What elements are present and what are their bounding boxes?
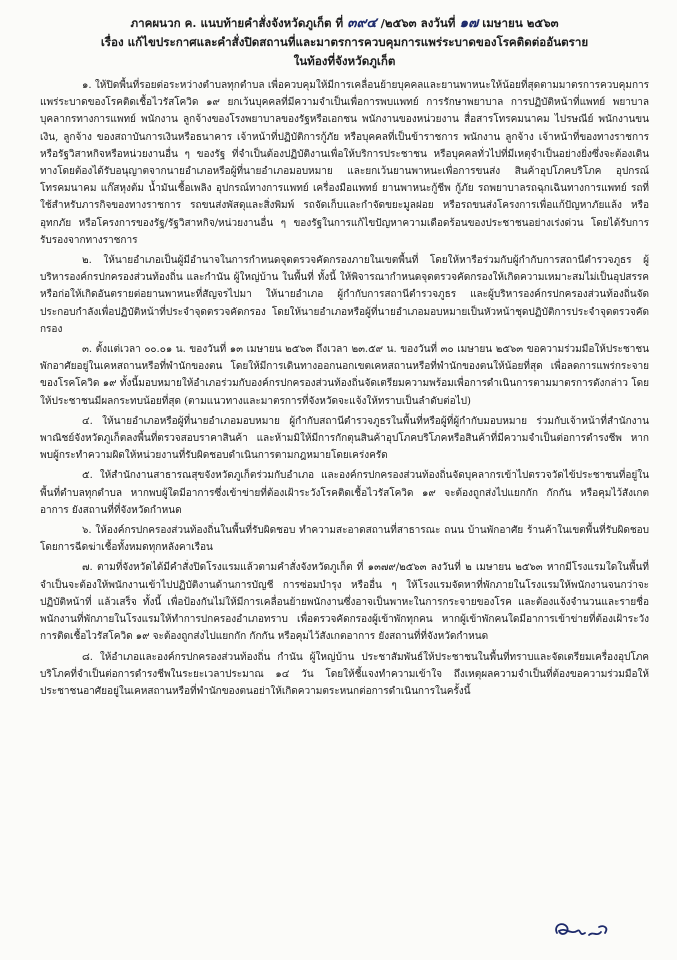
paragraph-8: ๘. ให้อำเภอและองค์กรปกครองส่วนท้องถิ่น กำนัน ผู้ใหญ่บ้าน ประชาสัมพันธ์ให้ประชาชนในพื้นที่ทราบและจัดเตรียมเครื่องอุปโภคบริโภคที่จำเป็นต่อการดำรงชีพในระยะเวลาประมาณ ๑๔ วัน โดยให้ชี้แจงทำความเข้าใจ ถึงเหตุผลความจำเป็นที่ต้องขอความร่วมมือให้ประชาชนอาศัยอยู่ในเคหสถานหรือที่พำนักของตนอย่าให้เกิดความตระหนกต่อการดำเนินการในครั้งนี้ bbox=[40, 651, 649, 697]
paragraph-3: ๓. ตั้งแต่เวลา ๐๐.๐๑ น. ของวันที่ ๑๓ เมษายน ๒๕๖๓ ถึงเวลา ๒๓.๕๙ น. ของวันที่ ๓๐ เมษายน ๒๕๖๓ ขอความร่วมมือให้ประชาชนพักอาศัยอยู่ในเคหสถานหรือที่พำนักของตน โดยให้มีการเดินทางออกนอกเขตเคหสถานหรือที่พำนักของตนให้น้อยที่สุด เพื่อลดการแพร่กระจายของโรคโควิด ๑๙ ทั้งนี้มอบหมายให้อำเภอร่วมกับองค์กรปกครองส่วนท้องถิ่นจัดเตรียมความพร้อมเพื่อการดำเนินการตามมาตรการดังกล่าว โดยให้ประชาชนมีผลกระทบน้อยที่สุด (ตามแนวทางและมาตรการที่จังหวัดจะแจ้งให้ทราบเป็นลำดับต่อไป) bbox=[40, 344, 649, 407]
paragraph-2: ๒. ให้นายอำเภอเป็นผู้มีอำนาจในการกำหนดจุดตรวจคัดกรองภายในเขตพื้นที่ โดยให้หารือร่วมกับผู้กำกับการสถานีตำรวจภูธร ผู้บริหารองค์กรปกครองส่วนท้องถิ่น และกำนัน ผู้ใหญ่บ้าน ในพื้นที่ ทั้งนี้ ให้พิจารณากำหนดจุดตรวจคัดกรองให้เกิดความเหมาะสมไม่เป็นอุปสรรคหรือก่อให้เกิดอันตรายต่อยานพาหนะที่สัญจรไปมา ให้นายอำเภอ ผู้กำกับการสถานีตำรวจภูธร และผู้บริหารองค์กรปกครองส่วนท้องถิ่นจัดประกอบกำลังเพื่อปฏิบัติหน้าที่ประจำจุดตรวจคัดกรอง โดยให้นายอำเภอหรือผู้ที่นายอำเภอมอบหมายเป็นหัวหน้าชุดปฏิบัติการประจำจุดตรวจคัดกรอง bbox=[40, 255, 649, 335]
header-prefix: ภาคผนวก ค. แนบท้ายคำสั่งจังหวัดภูเก็ต ที่ bbox=[130, 16, 344, 30]
signature-initials bbox=[549, 915, 619, 943]
title-line-1: เรื่อง แก้ไขประกาศและคำสั่งปิดสถานที่และมาตรการควบคุมการแพร่ระบาดของโรคติดต่ออันตราย bbox=[100, 35, 589, 49]
header-day: ๑๗ bbox=[459, 15, 479, 31]
order-number: ๓๙๔ bbox=[347, 15, 377, 31]
title-line-2: ในท้องที่จังหวัดภูเก็ต bbox=[293, 54, 396, 68]
paragraph-6: ๖. ให้องค์กรปกครองส่วนท้องถิ่นในพื้นที่รับผิดชอบ ทำความสะอาดสถานที่สาธารณะ ถนน บ้านพักอาศัย ร้านค้าในเขตพื้นที่รับผิดชอบ โดยการฉีดฆ่าเชื้อทั้งหมดทุกหลังคาเรือน bbox=[40, 525, 649, 554]
header-line bbox=[40, 14, 649, 33]
paragraph-4: ๔. ให้นายอำเภอหรือผู้ที่นายอำเภอมอบหมาย ผู้กำกับสถานีตำรวจภูธรในพื้นที่หรือผู้ที่ผู้กำกับมอบหมาย ร่วมกับเจ้าหน้าที่สำนักงานพาณิชย์จังหวัดภูเก็ตลงพื้นที่ตรวจสอบราคาสินค้า และห้ามมิให้มีการกักตุนสินค้าอุปโภคบริโภคหรือสินค้าที่มีความจำเป็นต่อการดำรงชีพ หากพบผู้กระทำความผิดให้หน่วยงานที่รับผิดชอบดำเนินการตามกฎหมายโดยเคร่งครัด bbox=[40, 415, 649, 462]
header-year: /๒๕๖๓ ลงวันที่ bbox=[380, 16, 456, 30]
header-date: เมษายน ๒๕๖๓ bbox=[482, 16, 559, 30]
paragraph-7: ๗. ตามที่จังหวัดได้มีคำสั่งปิดโรงแรมแล้วตามคำสั่งจังหวัดภูเก็ต ที่ ๑๓๗๙/๒๕๖๓ ลงวันที่ ๒ เมษายน ๒๕๖๓ หากมีโรงแรมใดในพื้นที่ จำเป็นจะต้องให้พนักงานเข้าไปปฏิบัติงานด้านการบัญชี การซ่อมบำรุง หรืออื่น ๆ ให้โรงแรมจัดหาที่พักภายในโรงแรมให้พนักงานจนกว่าจะปฏิบัติหน้าที่ แล้วเสร็จ ทั้งนี้ เพื่อป้องกันไม่ให้มีการเคลื่อนย้ายพนักงานซึ่งอาจเป็นพาหะในการกระจายของโรค และต้องแจ้งจำนวนและรายชื่อพนักงานที่พักภายในโรงแรมให้ทำการปกครองอำเภอทราบ เพื่อตรวจคัดกรองผู้เข้าพักทุกคน หากผู้เข้าพักคนใดมีอาการเข้าข่ายที่ต้องเฝ้าระวังการติดเชื้อไวรัสโควิด ๑๙ จะต้องถูกส่งไปแยกกัก กักกัน หรือคุมไว้สังเกตอาการ ยังสถานที่ที่จังหวัดกำหนด bbox=[40, 562, 649, 643]
document-title bbox=[40, 33, 649, 71]
document-header bbox=[40, 14, 649, 33]
paragraph-5: ๕. ให้สำนักงานสาธารณสุขจังหวัดภูเก็ตร่วมกับอำเภอ และองค์กรปกครองส่วนท้องถิ่นจัดบุคลากรเข้าไปตรวจวัดไข้ประชาชนที่อยู่ในพื้นที่ตำบลทุกตำบล หากพบผู้ใดมีอาการซึ่งเข้าข่ายที่ต้องเฝ้าระวังโรคติดเชื้อไวรัสโควิด ๑๙ จะต้องถูกส่งไปแยกกัก กักกัน หรือคุมไว้สังเกตอาการ ยังสถานที่ที่จังหวัดกำหนด bbox=[40, 470, 649, 516]
paragraph-1: ๑. ให้ปิดพื้นที่รอยต่อระหว่างตำบลทุกตำบล เพื่อควบคุมให้มีการเคลื่อนย้ายบุคคลและยานพาหนะให้น้อยที่สุดตามมาตรการควบคุมการแพร่ระบาดของโรคติดเชื้อไวรัสโควิด ๑๙ ยกเว้นบุคคลที่มีความจำเป็นเพื่อการพบแพทย์ การรักษาพยาบาล การปฏิบัติหน้าที่แพทย์ พยาบาล บุคลากรทางการแพทย์ พนักงาน ลูกจ้างของโรงพยาบาลของรัฐหรือเอกชน พนักงานของหน่วยงาน สื่อสารโทรคมนาคม ไปรษณีย์ พนักงานขนเงิน, ลูกจ้าง ของสถาบันการเงินหรือธนาคาร เจ้าหน้าที่ปฏิบัติการกู้ภัย หรือบุคคลที่เป็นข้าราชการ พนักงาน ลูกจ้าง เจ้าหน้าที่ของทางราชการหรือรัฐวิสาหกิจหรือหน่วยงานอื่น ๆ ของรัฐ ที่จำเป็นต้องปฏิบัติงานเพื่อให้บริการประชาชน หรือบุคคลทั่วไปที่มีเหตุจำเป็นอย่างยิ่งซึ่งจะต้องเดินทางโดยต้องได้รับอนุญาตจากนายอำเภอหรือผู้ที่นายอำเภอมอบหมาย และยกเว้นยานพาหนะเพื่อการขนส่ง สินค้าอุปโภคบริโภค อุปกรณ์โทรคมนาคม แก๊สหุงต้ม น้ำมันเชื้อเพลิง อุปกรณ์ทางการแพทย์ เครื่องมือแพทย์ ยานพาหนะกู้ชีพ กู้ภัย รถพยาบาลรถฉุกเฉินทางการแพทย์ รถที่ใช้สำหรับภารกิจของทางราชการ รถขนส่งพัสดุและสิ่งพิมพ์ รถจัดเก็บและกำจัดขยะมูลฝอย หรือรถขนส่งโครงการเพื่อแก้ปัญหาภัยแล้ง หรืออุทกภัย หรือโครงการของรัฐ/รัฐวิสาหกิจ/หน่วยงานอื่น ๆ ของรัฐในการแก้ไขปัญหาความเดือดร้อนของประชาชนอย่างเร่งด่วน โดยได้รับการรับรองจากทางราชการ bbox=[40, 80, 649, 246]
document-body bbox=[40, 77, 649, 700]
